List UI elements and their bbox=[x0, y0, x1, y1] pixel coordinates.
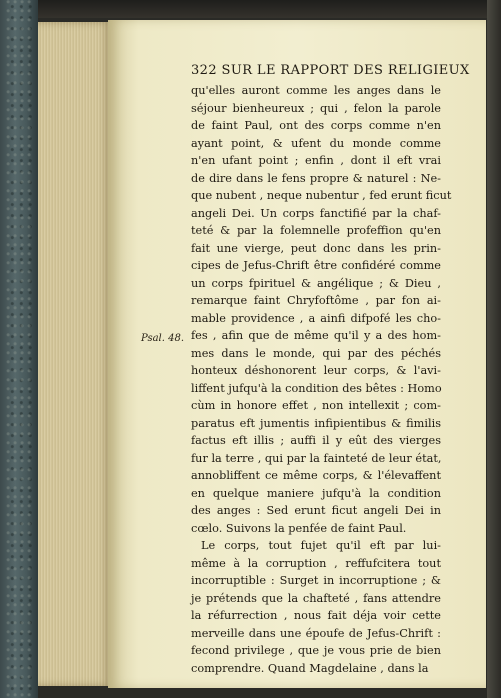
text-line: je prétends que la chafteté , fans attendre bbox=[191, 591, 441, 605]
text-line: qu'elles auront comme les anges dans le bbox=[191, 84, 441, 97]
text-line: des anges : Sed erunt ficut angeli Dei in bbox=[191, 504, 441, 517]
text-line: de dire dans le fens propre & naturel : Ne- bbox=[191, 171, 441, 185]
text-line: factus eft illis ; auffi il y eût des vierges bbox=[191, 434, 441, 447]
running-header: 322 SUR LE RAPPORT DES RELIGIEUX bbox=[191, 63, 470, 78]
text-line: fait une vierge, peut donc dans les prin- bbox=[191, 241, 441, 255]
book-top-cover bbox=[0, 0, 501, 18]
text-line: teté & par la folemnelle profeffion qu'en bbox=[191, 224, 441, 237]
margin-note: Psal. 48. bbox=[141, 333, 185, 344]
text-line: cùm in honore effet , non intellexit ; com- bbox=[191, 399, 441, 412]
binding-texture bbox=[6, 0, 32, 698]
text-line: la réfurrection , nous fait déja voir cette bbox=[191, 609, 441, 622]
text-line: incorruptible : Surget in incorruptione ; & bbox=[191, 574, 441, 587]
text-line: honteux déshonorent leur corps, & l'avi- bbox=[191, 364, 441, 377]
text-line: fecond privilege , que je vous prie de bien bbox=[191, 644, 441, 657]
text-line: même à la corruption , reffufcitera tout bbox=[191, 556, 441, 570]
text-line: séjour bienheureux ; qui , felon la parole bbox=[191, 101, 441, 115]
text-line: ayant point, & ufent du monde comme bbox=[191, 136, 441, 150]
text-line: en quelque maniere jufqu'à la condition bbox=[191, 486, 441, 500]
text-line: merveille dans une époufe de Jefus-Chrift : bbox=[191, 626, 441, 640]
text-line: de faint Paul, ont des corps comme n'en bbox=[191, 119, 441, 132]
book-binding-left bbox=[0, 0, 38, 698]
text-line: liffent jufqu'à la condition des bêtes : Homo bbox=[191, 381, 442, 395]
text-line: remarque faint Chryfoftôme , par fon ai- bbox=[191, 294, 441, 307]
text-line: fur la terre , qui par la fainteté de leur état, bbox=[191, 451, 442, 465]
book-cover-right bbox=[487, 0, 501, 698]
text-line: angeli Dei. Un corps fanctifié par la chaf- bbox=[191, 206, 441, 220]
text-line: fes , afin que de même qu'il y a des hom- bbox=[191, 329, 441, 342]
text-line: cipes de Jefus-Chrift être confidéré comme bbox=[191, 259, 441, 272]
text-line: un corps fpirituel & angélique ; & Dieu , bbox=[191, 276, 441, 290]
text-line: comprendre. Quand Magdelaine , dans la bbox=[191, 661, 429, 675]
text-line: annobliffent ce même corps, & l'élevaffent bbox=[191, 469, 441, 482]
text-line: paratus eft jumentis infipientibus & fimilis bbox=[191, 416, 441, 430]
text-line: que nubent , neque nubentur , fed erunt ficut bbox=[191, 189, 452, 202]
text-line: Le corps, tout fujet qu'il eft par lui- bbox=[201, 539, 441, 552]
page-edges bbox=[38, 22, 112, 686]
text-line: n'en ufant point ; enfin , dont il eft vrai bbox=[191, 154, 441, 167]
text-line: mes dans le monde, qui par des péchés bbox=[191, 346, 441, 360]
text-line: mable providence , a ainfi difpofé les cho- bbox=[191, 311, 441, 325]
text-line: cœlo. Suivons la penfée de faint Paul. bbox=[191, 521, 407, 535]
